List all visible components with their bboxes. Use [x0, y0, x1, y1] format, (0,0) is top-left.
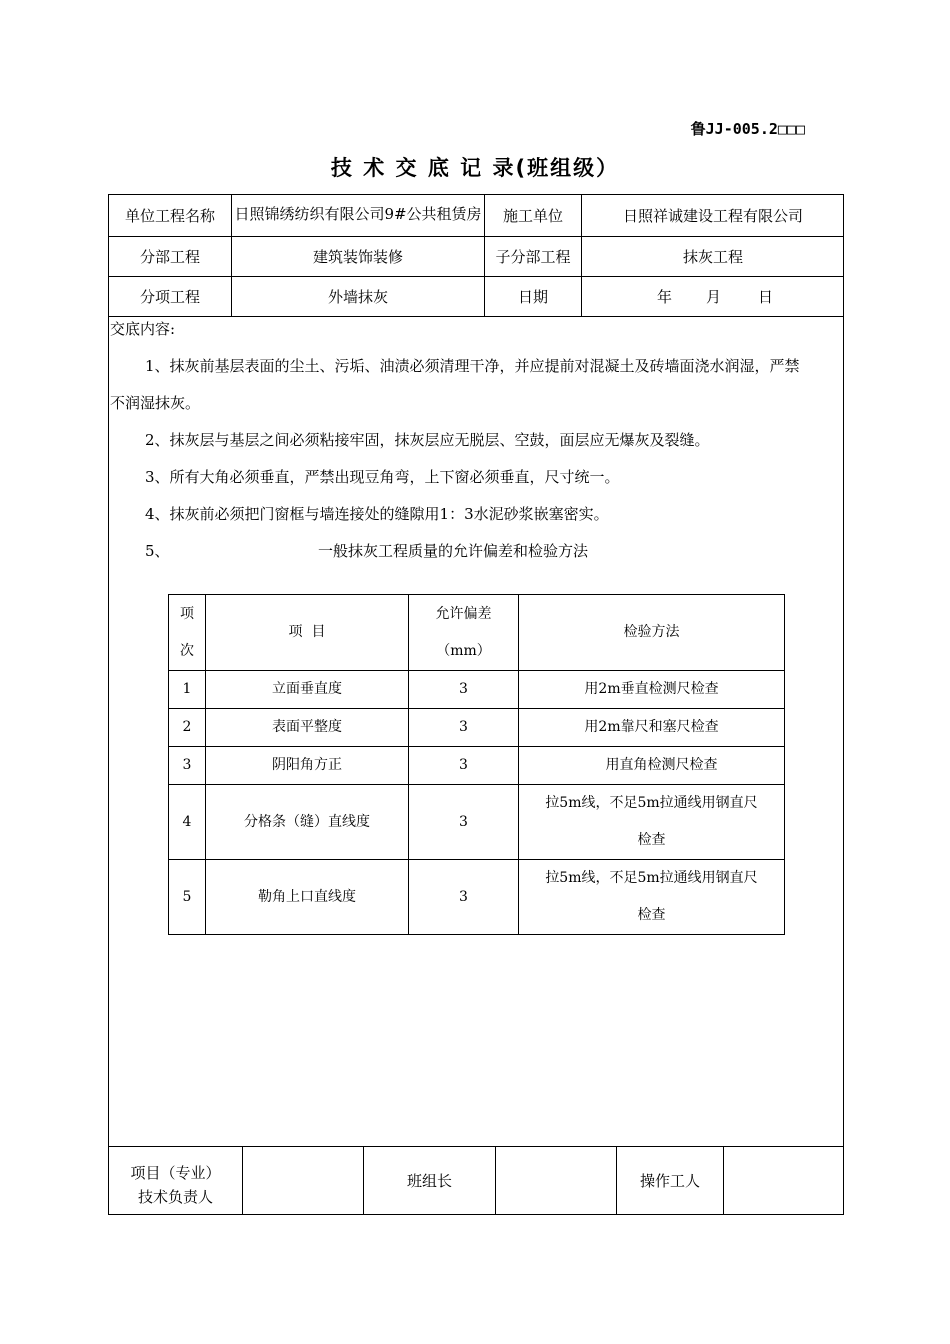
row-no: 5: [169, 860, 206, 935]
row-no: 3: [169, 747, 206, 785]
row-item: 立面垂直度: [206, 671, 409, 709]
row-no: 1: [169, 671, 206, 709]
tech-lead-label-line2: 技术负责人: [137, 1188, 213, 1206]
header-item: 项 目: [206, 595, 409, 671]
content-item-3: 3、所有大角必须垂直，严禁出现豆角弯，上下窗必须垂直，尺寸统一。: [145, 468, 620, 486]
document-code: 鲁JJ-005.2□□□: [690, 120, 805, 138]
table-row: [169, 671, 785, 709]
header-tolerance: [409, 595, 519, 671]
row-item: 表面平整度: [206, 709, 409, 747]
content-item-5-title: 一般抹灰工程质量的允许偏差和检验方法: [318, 542, 589, 560]
header-no-line2: 次: [180, 642, 194, 659]
row-method-line1: 拉5m线，不足5m拉通线用钢直尺: [545, 870, 758, 886]
operator-label: 操作工人: [639, 1171, 700, 1190]
header-no: [169, 595, 206, 671]
header-no-line1: 项: [180, 605, 194, 622]
date-month: 月: [706, 288, 722, 306]
division-value: 建筑装饰装修: [312, 248, 403, 266]
content-item-2: 2、抹灰层与基层之间必须粘接牢固，抹灰层应无脱层、空鼓，面层应无爆灰及裂缝。: [145, 431, 710, 449]
item-value: 外墙抹灰: [327, 288, 388, 306]
date-label: 日期: [517, 288, 548, 306]
row-item: 阴阳角方正: [206, 747, 409, 785]
row-tolerance: 3: [409, 860, 519, 935]
divider: [109, 316, 843, 317]
header-method: 检验方法: [519, 595, 785, 671]
subdivision-label: 子分部工程: [495, 248, 571, 266]
construction-unit-value: 日照祥诚建设工程有限公司: [622, 207, 803, 225]
table-row: [169, 785, 785, 860]
tolerance-table: [168, 594, 785, 935]
row-method: [519, 785, 785, 860]
item-label: 分项工程: [139, 288, 200, 306]
header-tolerance-line1: 允许偏差: [435, 605, 492, 622]
tech-lead-label-line1: 项目（专业）: [130, 1164, 221, 1182]
page-title: 技 术 交 底 记 录(班组级）: [330, 156, 620, 180]
table-row: [169, 709, 785, 747]
row-tolerance: 3: [409, 785, 519, 860]
date-value: [582, 277, 844, 316]
row-tolerance: 3: [409, 709, 519, 747]
header-tolerance-line2: （mm）: [436, 642, 491, 659]
row-item: 分格条（缝）直线度: [206, 785, 409, 860]
table-row: [169, 747, 785, 785]
subdivision-value: 抹灰工程: [682, 248, 743, 266]
row-tolerance: 3: [409, 747, 519, 785]
table-header-row: [169, 595, 785, 671]
unit-project-label: 单位工程名称: [124, 207, 215, 225]
tech-lead-label: [109, 1161, 242, 1209]
row-method: [519, 860, 785, 935]
construction-unit-label: 施工单位: [502, 207, 563, 225]
row-no: 4: [169, 785, 206, 860]
row-method-line2: 检查: [637, 832, 666, 848]
content-heading: 交底内容:: [110, 320, 176, 338]
row-method: 用2m靠尺和塞尺检查: [519, 709, 785, 747]
table-row: [169, 860, 785, 935]
row-method-line2: 检查: [637, 907, 666, 923]
row-method-line1: 拉5m线，不足5m拉通线用钢直尺: [545, 795, 758, 811]
content-item-5-number: 5、: [145, 542, 170, 560]
row-no: 2: [169, 709, 206, 747]
content-item-1-line2: 不润湿抹灰。: [110, 394, 201, 412]
division-label: 分部工程: [139, 248, 200, 266]
row-item: 勒角上口直线度: [206, 860, 409, 935]
team-leader-signature: [496, 1147, 616, 1213]
row-method: 用2m垂直检测尺检查: [519, 671, 785, 709]
row-method: 用直角检测尺检查: [519, 747, 785, 785]
team-leader-label: 班组长: [406, 1171, 452, 1190]
content-item-4: 4、抹灰前必须把门窗框与墙连接处的缝隙用1：3水泥砂浆嵌塞密实。: [145, 505, 609, 523]
date-day: 日: [758, 288, 774, 306]
operator-signature: [724, 1147, 844, 1213]
tech-lead-signature: [243, 1147, 363, 1213]
unit-project-value: 日照锦绣纺织有限公司9#公共租赁房: [234, 205, 482, 223]
content-item-1-line1: 1、抹灰前基层表面的尘土、污垢、油渍必须清理干净，并应提前对混凝土及砖墙面浇水润湿，严禁: [145, 357, 800, 375]
date-year: 年: [657, 288, 673, 306]
row-tolerance: 3: [409, 671, 519, 709]
